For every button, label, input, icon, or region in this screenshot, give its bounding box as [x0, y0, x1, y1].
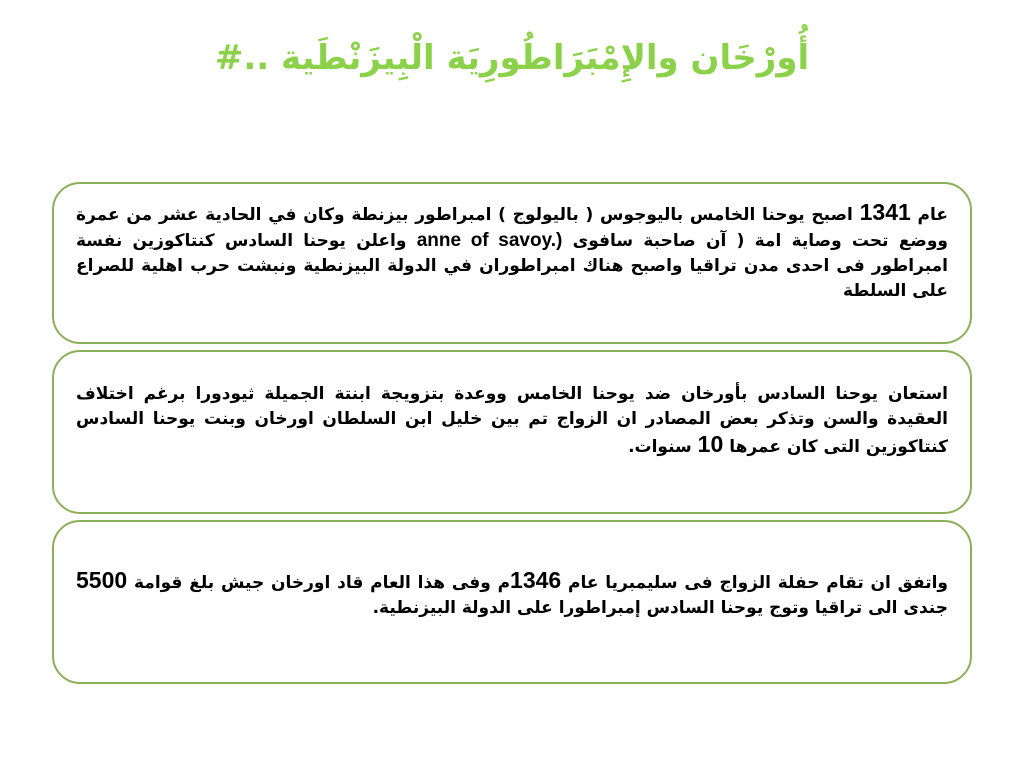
paragraph-3 [76, 568, 948, 621]
paragraph-3-part-3: جندى الى تراقيا وتوج يوحنا السادس إمبراطورا على الدولة البيزنطية. [372, 598, 948, 618]
soldier-count-5500: 5500 [76, 567, 128, 593]
paragraph-1-part-3: واعلن يوحنا السادس كنتاكوزين نفسة امبراطور فى احدى مدن تراقيا واصبح هناك امبراطوران في الدولة البيزنطية ونبشت حرب اهلية للصراع على السلطة [76, 231, 948, 301]
slide-title: أُورْخَان والإِمْبَرَاطُورِيَة الْبِيزَنْطَية ..# [214, 38, 810, 78]
paragraph-3-part-2: م وفى هذا العام قاد اورخان جيش بلغ قوامة [133, 573, 511, 593]
text-box-2 [52, 350, 972, 514]
year-1346: 1346 [510, 567, 562, 593]
paragraph-2 [76, 382, 948, 460]
paragraph-2-part-1: استعان يوحنا السادس بأورخان ضد يوحنا الخامس ووعدة بتزويجة ابنتة الجميلة ثيودورا برغم اختلاف العقيدة والسن وتذكر بعض المصادر ان الزواج تم بين خليل ابن السلطان اورخان وبنت يوحنا السادس كنتاكوزين التى كان عمرها [76, 384, 948, 457]
text-box-3 [52, 520, 972, 684]
paragraph-2-part-2: سنوات. [628, 437, 692, 457]
text-box-1 [52, 182, 972, 344]
paragraph-1-part-2: اصبح يوحنا الخامس باليوجوس ( باليولوج ) امبراطور بيزنطة وكان في الحادية عشر من عمرة ووضع تحت وصاية امة ( آن صاحبة سافوى [76, 205, 948, 251]
year-1341: 1341 [859, 199, 911, 225]
anne-of-savoy-text: anne of savoy.) [416, 230, 563, 251]
paragraph-1-part-1: عام [917, 205, 949, 225]
paragraph-1 [76, 200, 948, 304]
age-10: 10 [697, 431, 724, 457]
paragraph-3-part-1: واتفق ان تقام حفلة الزواج فى سليمبريا عام [568, 573, 949, 593]
